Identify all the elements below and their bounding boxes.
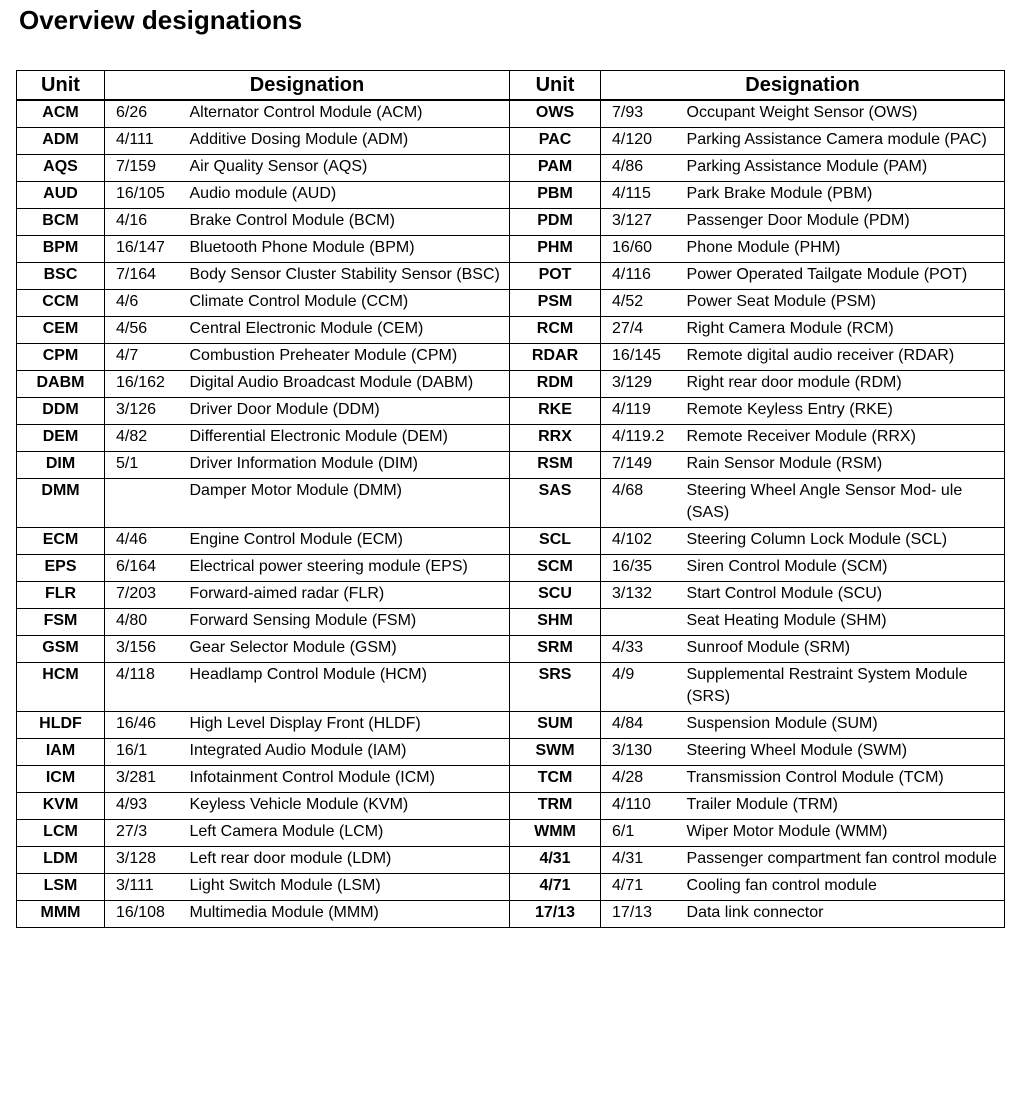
right-unit-cell: RCM bbox=[510, 317, 601, 344]
left-code-cell: 16/1 bbox=[105, 739, 189, 766]
right-code-cell: 4/119.2 bbox=[601, 425, 686, 452]
table-row bbox=[17, 452, 1005, 479]
left-unit-cell: MMM bbox=[17, 901, 105, 928]
left-code-cell bbox=[105, 479, 189, 528]
right-unit-cell: PBM bbox=[510, 182, 601, 209]
left-code-cell: 4/93 bbox=[105, 793, 189, 820]
table-row bbox=[17, 528, 1005, 555]
left-designation-cell: Damper Motor Module (DMM) bbox=[189, 479, 510, 528]
right-unit-cell: SCL bbox=[510, 528, 601, 555]
left-code-cell: 4/118 bbox=[105, 663, 189, 712]
left-code-cell: 4/82 bbox=[105, 425, 189, 452]
right-code-cell bbox=[601, 609, 686, 636]
right-code-cell: 7/93 bbox=[612, 104, 644, 121]
table-row bbox=[17, 766, 1005, 793]
left-designation-cell: Climate Control Module (CCM) bbox=[189, 290, 510, 317]
left-unit-cell: DABM bbox=[17, 371, 105, 398]
left-unit-cell: AUD bbox=[17, 182, 105, 209]
table-row bbox=[17, 820, 1005, 847]
left-unit-cell: BPM bbox=[17, 236, 105, 263]
right-code-cell: 4/119 bbox=[601, 398, 686, 425]
table-row bbox=[17, 371, 1005, 398]
left-code-cell: 7/159 bbox=[105, 155, 189, 182]
left-designation-cell: Audio module (AUD) bbox=[189, 182, 510, 209]
left-designation-cell: Air Quality Sensor (AQS) bbox=[189, 155, 510, 182]
left-designation-cell: High Level Display Front (HLDF) bbox=[189, 712, 510, 739]
table-row bbox=[17, 398, 1005, 425]
right-unit-cell: RDM bbox=[510, 371, 601, 398]
left-designation-cell: Combustion Preheater Module (CPM) bbox=[189, 344, 510, 371]
right-designation-cell: Remote digital audio receiver (RDAR) bbox=[686, 344, 1005, 371]
left-code-cell: 27/3 bbox=[105, 820, 189, 847]
right-unit-cell: POT bbox=[510, 263, 601, 290]
left-designation-cell: Forward-aimed radar (FLR) bbox=[189, 582, 510, 609]
right-designation-cell: Suspension Module (SUM) bbox=[686, 712, 1005, 739]
right-unit-cell: PAM bbox=[510, 155, 601, 182]
left-unit-cell: KVM bbox=[17, 793, 105, 820]
left-code-cell: 16/162 bbox=[105, 371, 189, 398]
left-designation-cell: Light Switch Module (LSM) bbox=[189, 874, 510, 901]
left-designation-cell: Differential Electronic Module (DEM) bbox=[189, 425, 510, 452]
right-designation-cell: Remote Keyless Entry (RKE) bbox=[686, 398, 1005, 425]
header-unit-left: Unit bbox=[17, 71, 105, 101]
right-unit-cell: RSM bbox=[510, 452, 601, 479]
table-row bbox=[17, 712, 1005, 739]
left-designation-cell: Engine Control Module (ECM) bbox=[189, 528, 510, 555]
left-unit-cell: HLDF bbox=[17, 712, 105, 739]
table-row bbox=[17, 555, 1005, 582]
right-designation-cell: Steering Wheel Module (SWM) bbox=[686, 739, 1005, 766]
left-code-cell: 3/128 bbox=[105, 847, 189, 874]
right-code-cell: 4/52 bbox=[601, 290, 686, 317]
right-designation-cell: Cooling fan control module bbox=[686, 874, 1005, 901]
left-designation-cell: Additive Dosing Module (ADM) bbox=[189, 128, 510, 155]
right-code-cell: 16/145 bbox=[601, 344, 686, 371]
left-code-cell: 16/105 bbox=[105, 182, 189, 209]
right-code-cell: 4/68 bbox=[601, 479, 686, 528]
left-designation-cell: Electrical power steering module (EPS) bbox=[189, 555, 510, 582]
table-row bbox=[17, 901, 1005, 928]
left-unit-cell: IAM bbox=[17, 739, 105, 766]
left-code-cell: 4/16 bbox=[105, 209, 189, 236]
left-designation-cell: Central Electronic Module (CEM) bbox=[189, 317, 510, 344]
right-designation-cell: Parking Assistance Module (PAM) bbox=[686, 155, 1005, 182]
right-code-cell: 7/149 bbox=[601, 452, 686, 479]
right-designation-cell: Wiper Motor Module (WMM) bbox=[686, 820, 1005, 847]
right-code-cell: 3/130 bbox=[601, 739, 686, 766]
table-row bbox=[17, 182, 1005, 209]
header-designation-left: Designation bbox=[105, 71, 510, 101]
left-code-cell: 16/147 bbox=[105, 236, 189, 263]
right-designation-cell: Power Operated Tailgate Module (POT) bbox=[686, 263, 1005, 290]
right-unit-cell: 4/31 bbox=[510, 847, 601, 874]
right-unit-cell: PHM bbox=[510, 236, 601, 263]
right-unit-cell: SWM bbox=[510, 739, 601, 766]
right-unit-cell: SCU bbox=[510, 582, 601, 609]
left-unit-cell: ADM bbox=[17, 128, 105, 155]
left-unit-cell: HCM bbox=[17, 663, 105, 712]
left-unit-cell: ECM bbox=[17, 528, 105, 555]
table-row bbox=[17, 100, 1005, 128]
right-unit-cell: TCM bbox=[510, 766, 601, 793]
right-unit-cell: RDAR bbox=[510, 344, 601, 371]
right-code-cell: 4/84 bbox=[601, 712, 686, 739]
designations-table bbox=[16, 70, 1005, 928]
left-code-cell: 16/46 bbox=[105, 712, 189, 739]
right-designation-cell: Transmission Control Module (TCM) bbox=[686, 766, 1005, 793]
left-unit-cell: DEM bbox=[17, 425, 105, 452]
left-designation-cell: Digital Audio Broadcast Module (DABM) bbox=[189, 371, 510, 398]
right-designation-cell: Supplemental Restraint System Module (SRS) bbox=[686, 663, 1005, 712]
table-row bbox=[17, 317, 1005, 344]
left-designation-cell: Infotainment Control Module (ICM) bbox=[189, 766, 510, 793]
left-code-cell: 6/164 bbox=[105, 555, 189, 582]
right-unit-cell: PSM bbox=[510, 290, 601, 317]
right-designation-cell: Park Brake Module (PBM) bbox=[686, 182, 1005, 209]
left-unit-cell: GSM bbox=[17, 636, 105, 663]
right-unit-cell: SAS bbox=[510, 479, 601, 528]
left-code-cell: 3/281 bbox=[105, 766, 189, 793]
right-unit-cell: SCM bbox=[510, 555, 601, 582]
table-row bbox=[17, 793, 1005, 820]
right-code-cell: 27/4 bbox=[601, 317, 686, 344]
right-code-cell: 4/31 bbox=[601, 847, 686, 874]
right-designation-cell: Parking Assistance Camera module (PAC) bbox=[686, 128, 1005, 155]
right-designation-cell: Data link connector bbox=[686, 901, 1005, 928]
table-row bbox=[17, 847, 1005, 874]
right-designation-cell: Power Seat Module (PSM) bbox=[686, 290, 1005, 317]
right-code-cell: 3/129 bbox=[601, 371, 686, 398]
table-row bbox=[17, 479, 1005, 528]
right-code-cell: 4/115 bbox=[601, 182, 686, 209]
left-designation-cell: Alternator Control Module (ACM) bbox=[189, 104, 423, 121]
left-code-cell: 5/1 bbox=[105, 452, 189, 479]
header-designation-right: Designation bbox=[601, 71, 1005, 101]
left-designation-cell: Driver Door Module (DDM) bbox=[189, 398, 510, 425]
left-unit-cell: LSM bbox=[17, 874, 105, 901]
left-code-cell: 6/26 bbox=[116, 104, 148, 121]
table-row bbox=[17, 609, 1005, 636]
left-unit-cell: BCM bbox=[17, 209, 105, 236]
right-code-cell: 16/35 bbox=[601, 555, 686, 582]
right-unit-cell: OWS bbox=[510, 100, 601, 128]
left-code-cell: 4/6 bbox=[105, 290, 189, 317]
table-row bbox=[17, 263, 1005, 290]
left-unit-cell: DMM bbox=[17, 479, 105, 528]
right-designation-cell: Right rear door module (RDM) bbox=[686, 371, 1005, 398]
left-code-cell: 4/7 bbox=[105, 344, 189, 371]
right-designation-cell: Rain Sensor Module (RSM) bbox=[686, 452, 1005, 479]
page-title: Overview designations bbox=[19, 5, 303, 35]
left-code-cell: 3/111 bbox=[105, 874, 189, 901]
right-code-cell: 17/13 bbox=[601, 901, 686, 928]
right-code-cell: 16/60 bbox=[601, 236, 686, 263]
table-row bbox=[17, 209, 1005, 236]
left-code-cell: 7/203 bbox=[105, 582, 189, 609]
left-unit-cell: FSM bbox=[17, 609, 105, 636]
left-unit-cell: BSC bbox=[17, 263, 105, 290]
right-unit-cell: PAC bbox=[510, 128, 601, 155]
table-row bbox=[17, 663, 1005, 712]
right-unit-cell: 4/71 bbox=[510, 874, 601, 901]
left-unit-cell: CPM bbox=[17, 344, 105, 371]
left-designation-cell: Gear Selector Module (GSM) bbox=[189, 636, 510, 663]
right-unit-cell: RRX bbox=[510, 425, 601, 452]
right-designation-cell: Occupant Weight Sensor (OWS) bbox=[686, 100, 1005, 128]
left-unit-cell: LDM bbox=[17, 847, 105, 874]
right-unit-cell: SHM bbox=[510, 609, 601, 636]
right-designation-cell: Passenger Door Module (PDM) bbox=[686, 209, 1005, 236]
right-designation-cell: Trailer Module (TRM) bbox=[686, 793, 1005, 820]
right-designation-cell: Right Camera Module (RCM) bbox=[686, 317, 1005, 344]
left-code-cell: 4/80 bbox=[105, 609, 189, 636]
right-code-cell: 4/86 bbox=[601, 155, 686, 182]
right-designation-cell: Start Control Module (SCU) bbox=[686, 582, 1005, 609]
left-unit-cell: ICM bbox=[17, 766, 105, 793]
right-designation-cell: Sunroof Module (SRM) bbox=[686, 636, 1005, 663]
left-code-cell: 4/111 bbox=[105, 128, 189, 155]
right-designation-cell: Steering Wheel Angle Sensor Mod- ule (SAS) bbox=[686, 479, 1005, 528]
left-unit-cell: DIM bbox=[17, 452, 105, 479]
right-unit-cell: SRS bbox=[510, 663, 601, 712]
right-unit-cell: RKE bbox=[510, 398, 601, 425]
left-designation-cell: Integrated Audio Module (IAM) bbox=[189, 739, 510, 766]
table-row bbox=[17, 155, 1005, 182]
table-header-row bbox=[17, 71, 1005, 101]
table-row bbox=[17, 425, 1005, 452]
left-unit-cell: LCM bbox=[17, 820, 105, 847]
left-code-cell: 4/56 bbox=[105, 317, 189, 344]
left-unit-cell: CEM bbox=[17, 317, 105, 344]
left-designation-cell: Headlamp Control Module (HCM) bbox=[189, 663, 510, 712]
right-code-cell: 4/71 bbox=[601, 874, 686, 901]
left-designation-cell: Bluetooth Phone Module (BPM) bbox=[189, 236, 510, 263]
right-code-cell: 4/116 bbox=[601, 263, 686, 290]
left-code-cell: 16/108 bbox=[105, 901, 189, 928]
left-unit-cell: FLR bbox=[17, 582, 105, 609]
right-code-cell: 4/33 bbox=[601, 636, 686, 663]
left-designation-cell: Multimedia Module (MMM) bbox=[189, 901, 510, 928]
table-row bbox=[17, 290, 1005, 317]
left-designation-cell: Driver Information Module (DIM) bbox=[189, 452, 510, 479]
left-designation-cell: Left Camera Module (LCM) bbox=[189, 820, 510, 847]
right-designation-cell: Steering Column Lock Module (SCL) bbox=[686, 528, 1005, 555]
right-unit-cell: 17/13 bbox=[510, 901, 601, 928]
left-unit-cell: DDM bbox=[17, 398, 105, 425]
table-row bbox=[17, 128, 1005, 155]
right-code-cell: 3/132 bbox=[601, 582, 686, 609]
right-designation-cell: Phone Module (PHM) bbox=[686, 236, 1005, 263]
right-unit-cell: WMM bbox=[510, 820, 601, 847]
left-designation-cell: Left rear door module (LDM) bbox=[189, 847, 510, 874]
right-code-cell: 6/1 bbox=[601, 820, 686, 847]
right-code-cell: 4/120 bbox=[601, 128, 686, 155]
left-code-cell: 3/156 bbox=[105, 636, 189, 663]
table-row bbox=[17, 582, 1005, 609]
left-unit-cell: AQS bbox=[17, 155, 105, 182]
right-designation-cell: Remote Receiver Module (RRX) bbox=[686, 425, 1005, 452]
right-code-cell: 4/9 bbox=[601, 663, 686, 712]
left-unit-cell: CCM bbox=[17, 290, 105, 317]
table-row bbox=[17, 236, 1005, 263]
table-row bbox=[17, 874, 1005, 901]
left-unit-cell: EPS bbox=[17, 555, 105, 582]
right-designation-cell: Seat Heating Module (SHM) bbox=[686, 609, 1005, 636]
right-code-cell: 4/110 bbox=[601, 793, 686, 820]
right-unit-cell: SRM bbox=[510, 636, 601, 663]
left-code-cell: 7/164 bbox=[105, 263, 189, 290]
right-unit-cell: TRM bbox=[510, 793, 601, 820]
table-body bbox=[17, 100, 1005, 928]
left-unit-cell: ACM bbox=[17, 100, 105, 128]
table-row bbox=[17, 344, 1005, 371]
table-row bbox=[17, 739, 1005, 766]
table-row bbox=[17, 636, 1005, 663]
left-designation-cell: Body Sensor Cluster Stability Sensor (BSC) bbox=[189, 263, 510, 290]
right-unit-cell: SUM bbox=[510, 712, 601, 739]
left-code-cell: 4/46 bbox=[105, 528, 189, 555]
left-designation-cell: Brake Control Module (BCM) bbox=[189, 209, 510, 236]
right-designation-cell: Passenger compartment fan control module bbox=[686, 847, 1005, 874]
right-code-cell: 4/102 bbox=[601, 528, 686, 555]
right-unit-cell: PDM bbox=[510, 209, 601, 236]
left-code-cell: 3/126 bbox=[105, 398, 189, 425]
right-designation-cell: Siren Control Module (SCM) bbox=[686, 555, 1005, 582]
right-code-cell: 4/28 bbox=[601, 766, 686, 793]
left-designation-cell: Keyless Vehicle Module (KVM) bbox=[189, 793, 510, 820]
header-unit-right: Unit bbox=[510, 71, 601, 101]
right-code-cell: 3/127 bbox=[601, 209, 686, 236]
left-designation-cell: Forward Sensing Module (FSM) bbox=[189, 609, 510, 636]
